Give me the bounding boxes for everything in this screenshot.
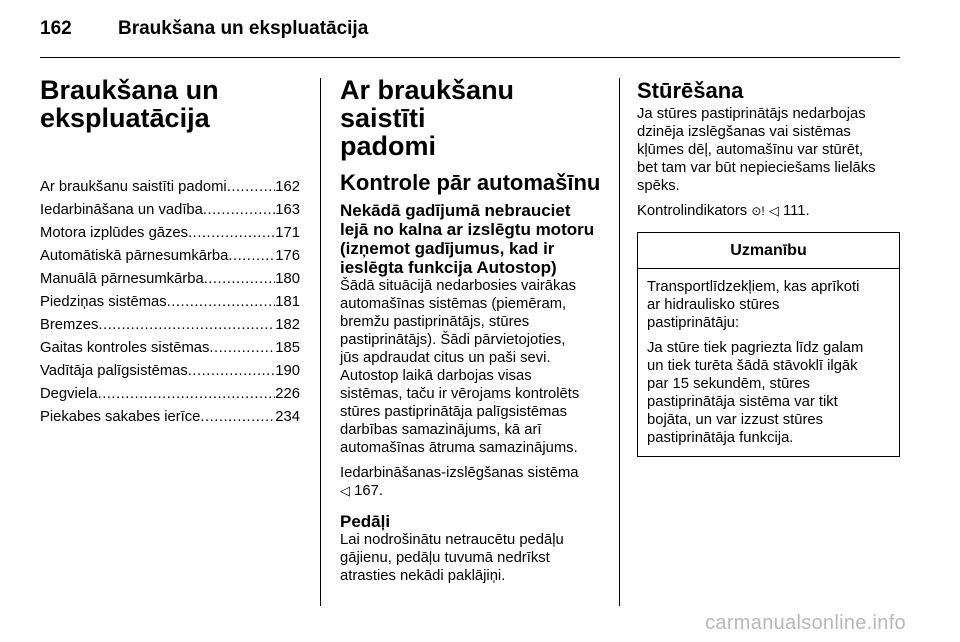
section-title-line: Ar braukšanu saistīti — [340, 75, 515, 133]
toc-title: Bremzes — [40, 317, 99, 333]
text-line: pastiprinātājs). Šādi pārvietojoties, — [340, 332, 566, 348]
toc-entry[interactable] — [40, 383, 300, 406]
toc-title: Vadītāja palīgsistēmas — [40, 363, 188, 379]
watermark: carmanualsonline.info — [705, 612, 906, 634]
toc-page: 185 — [275, 340, 300, 356]
text-line: pastiprinātāja funkcija. — [647, 430, 794, 446]
chapter-title-line: Braukšana un — [40, 75, 219, 105]
steering-title: Stūrēšana — [637, 78, 744, 103]
text-line: darbības samazinājums, kā arī — [340, 422, 542, 438]
reference-page: 111. — [782, 203, 810, 219]
toc-page: 182 — [275, 317, 300, 333]
pedals-heading: Pedāļi — [340, 512, 391, 531]
text-line: atrasties nekādi paklājiņi. — [340, 568, 506, 584]
warning-box — [637, 232, 900, 457]
toc-entry[interactable] — [40, 199, 300, 222]
text-line: spēks. — [637, 178, 680, 194]
text-line: pastiprinātāja sistēma var tikt — [647, 394, 838, 410]
text-line: Ja stūre tiek pagriezta līdz galam — [647, 340, 864, 356]
text-line: automašīnas sistēmas (piemēram, — [340, 296, 567, 312]
paragraph — [637, 105, 900, 195]
toc-page: 163 — [275, 202, 300, 218]
text-line: gājienu, pedāļu tuvumā nedrīkst — [340, 550, 550, 566]
toc-page: 171 — [275, 225, 300, 241]
text-line: bet tam var būt nepieciešams lielāks — [637, 160, 876, 176]
pedals-paragraph — [340, 531, 602, 585]
toc-leader — [228, 245, 275, 268]
toc-page: 181 — [275, 294, 300, 310]
toc-title: Ar braukšanu saistīti padomi — [40, 179, 227, 195]
page-header — [40, 18, 368, 40]
steering-warning-icon: ⊙! — [751, 204, 765, 218]
column-divider-2 — [619, 78, 620, 606]
toc-entry[interactable] — [40, 291, 300, 314]
text-line: Lai nodrošinātu netraucētu pedāļu — [340, 532, 564, 548]
text-line: jūs apdraudat citus un paši sevi. — [340, 350, 551, 366]
section-title-line: padomi — [340, 131, 437, 161]
toc-entry[interactable] — [40, 222, 300, 245]
toc-leader — [98, 383, 276, 406]
text-line: par 15 sekundēm, stūres — [647, 376, 810, 392]
paragraph — [340, 277, 602, 457]
toc-title: Piekabes sakabes ierīce — [40, 409, 201, 425]
toc-entry[interactable] — [40, 245, 300, 268]
text-line: un tiek turēta šādā stāvoklī ilgāk — [647, 358, 858, 374]
toc-leader — [98, 314, 275, 337]
text-line: stūres pastiprinātāja palīgsistēmas — [340, 404, 567, 420]
subheading-line: Nekādā gadījumā nebrauciet — [340, 201, 571, 220]
toc-leader — [188, 360, 276, 383]
text-line: automašīnas ātruma samazinājums. — [340, 440, 578, 456]
toc-title: Manuālā pārnesumkārba — [40, 271, 204, 287]
column-driving-tips — [340, 76, 602, 585]
subheading-line: ieslēgta funkcija Autostop) — [340, 258, 557, 277]
indicator-reference[interactable] — [637, 202, 900, 220]
reference-arrow-icon: ◁ — [340, 483, 350, 498]
column-steering — [637, 76, 900, 457]
toc-title: Gaitas kontroles sistēmas — [40, 340, 210, 356]
reference-page: 167. — [354, 483, 383, 499]
text-line: ar hidraulisko stūres — [647, 297, 780, 313]
indicator-label: Kontrolindikators — [637, 203, 748, 219]
header-rule — [40, 57, 900, 58]
toc-title: Automātiskā pārnesumkārba — [40, 248, 229, 264]
text-line: sistēmas, taču ir vērojams kontrolēts — [340, 386, 580, 402]
page-number: 162 — [40, 18, 72, 39]
toc-leader — [203, 199, 275, 222]
reference-arrow-icon: ◁ — [768, 203, 779, 218]
toc-leader — [227, 176, 276, 199]
text-line: kļūmes dēļ, automašīnu var stūrēt, — [637, 142, 864, 158]
subsection-title: Kontrole pār automašīnu — [340, 170, 601, 195]
text-line: Transportlīdzekļiem, kas aprīkoti — [647, 279, 860, 295]
header-section-title: Braukšana un ekspluatācija — [118, 18, 369, 39]
toc-title: Motora izplūdes gāzes — [40, 225, 189, 241]
toc-page: 190 — [275, 363, 300, 379]
text-line: bojāta, un var izzust stūres — [647, 412, 824, 428]
text-line: Iedarbināšanas-izslēgšanas sistēma — [340, 465, 579, 481]
text-line: dzinēja izslēgšanas vai sistēmas — [637, 124, 851, 140]
warning-subheading — [340, 201, 602, 277]
toc-title: Iedarbināšana un vadība — [40, 202, 203, 218]
toc-entry[interactable] — [40, 268, 300, 291]
subheading-line: (izņemot gadījumus, kad ir — [340, 239, 555, 258]
toc-page: 234 — [275, 409, 300, 425]
toc-title: Piedziņas sistēmas — [40, 294, 167, 310]
toc-leader — [204, 268, 276, 291]
text-line: pastiprinātāju: — [647, 315, 740, 331]
toc-leader — [200, 406, 275, 429]
toc-leader — [188, 222, 275, 245]
column-contents — [40, 76, 300, 429]
chapter-title-line: ekspluatācija — [40, 103, 210, 133]
text-line: bremžu pastiprinātājs, stūres — [340, 314, 530, 330]
section-title — [340, 76, 602, 160]
paragraph-reference — [340, 464, 602, 500]
toc-page: 176 — [275, 248, 300, 264]
page-reference[interactable] — [340, 482, 602, 500]
toc-title: Degviela — [40, 386, 98, 402]
toc-page: 162 — [275, 179, 300, 195]
toc-entry[interactable] — [40, 176, 300, 199]
toc-entry[interactable] — [40, 337, 300, 360]
toc-page: 226 — [275, 386, 300, 402]
column-divider-1 — [320, 78, 321, 606]
chapter-title — [40, 76, 300, 132]
toc-entry[interactable] — [40, 360, 300, 383]
toc-leader — [209, 337, 275, 360]
subheading-line: lejā no kalna ar izslēgtu motoru — [340, 220, 595, 239]
text-line: Autostop laikā darbojas visas — [340, 368, 532, 384]
toc-entry[interactable] — [40, 314, 300, 337]
warning-heading: Uzmanību — [638, 233, 899, 269]
toc-page: 180 — [275, 271, 300, 287]
toc-entry[interactable] — [40, 406, 300, 429]
text-line: Šādā situācijā nedarbosies vairākas — [340, 278, 577, 294]
toc-leader — [167, 291, 276, 314]
warning-body — [638, 269, 899, 456]
table-of-contents — [40, 176, 300, 429]
text-line: Ja stūres pastiprinātājs nedarbojas — [637, 106, 866, 122]
